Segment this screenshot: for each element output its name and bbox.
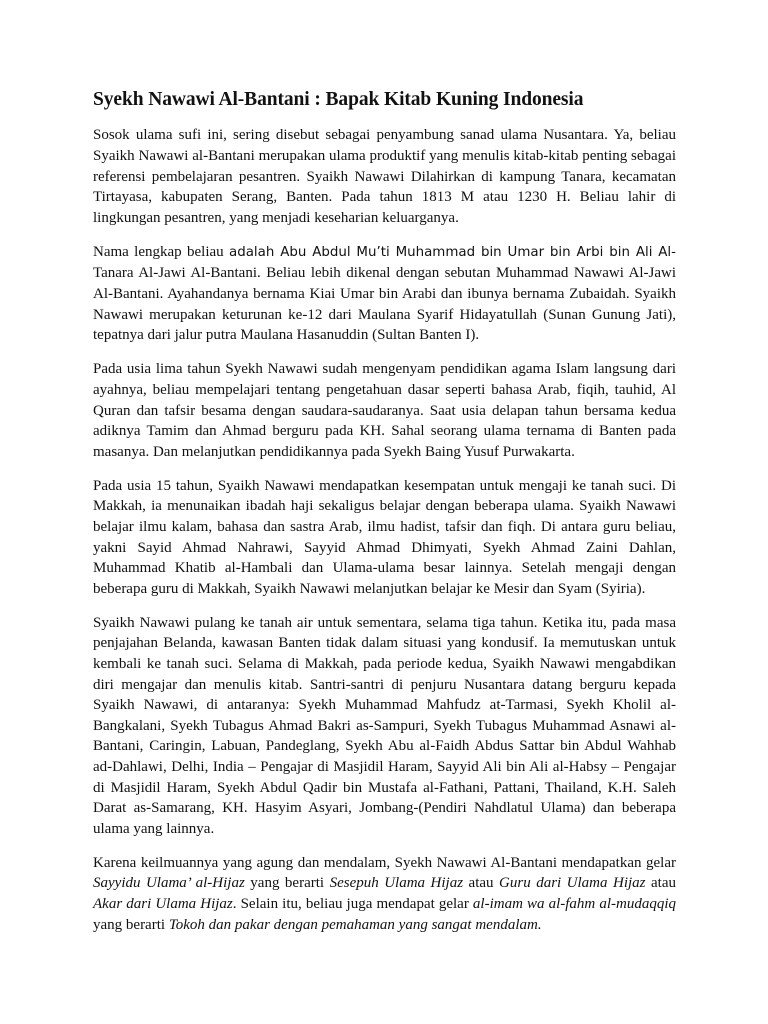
paragraph-2-full-name: adalah Abu Abdul Mu’ti Muhammad bin Umar bin Arbi bin Ali Al- [229,244,676,260]
paragraph-6-text-e: . Selain itu, beliau juga mendapat gelar [232,896,473,913]
meaning-guru: Guru dari Ulama Hijaz [499,875,646,892]
paragraph-2-body: Tanara Al-Jawi Al-Bantani. Beliau lebih dikenal dengan sebutan Muhammad Nawawi Al-Jawi Al-Bantani. Ayahandanya bernama Kiai Umar bin Arabi dan ibunya bernama Zubaidah. Syaikh Nawawi merupakan keturunan ke-12 dari Maulana Syarif Hidayatullah (Sunan Gunung Jati), tepatnya dari jalur putra Maulana Hasanuddin (Sultan Banten I). [93,265,676,344]
meaning-sesepuh: Sesepuh Ulama Hijaz [329,875,464,892]
paragraph-6-text-c: atau [463,875,500,892]
title-sayyidu-ulama: Sayyidu Ulama’ al-Hijaz [93,875,245,892]
paragraph-1: Sosok ulama sufi ini, sering disebut sebagai penyambung sanad ulama Nusantara. Ya, beliau Syaikh Nawawi al-Bantani merupakan ulama produktif yang menulis kitab-kitab penting sebagai referensi pembelajaran pesantren. Syaikh Nawawi Dilahirkan di kampung Tanara, kecamatan Tirtayasa, kabupaten Serang, Banten. Pada tahun 1813 M atau 1230 H. Beliau lahir di lingkungan pesantren, yang menjadi keseharian keluarganya. [93,127,676,226]
meaning-tokoh: Tokoh dan pakar dengan pemahaman yang sangat mendalam. [168,916,542,933]
paragraph-6 [93,853,676,935]
paragraph-2-intro: Nama lengkap beliau [93,243,230,260]
document-title: Syekh Nawawi Al-Bantani : Bapak Kitab Kuning Indonesia [93,89,584,110]
paragraph-5: Syaikh Nawawi pulang ke tanah air untuk sementara, selama tiga tahun. Ketika itu, pada masa penjajahan Belanda, kawasan Banten tidak dalam situasi yang kondusif. Ia memutuskan untuk kembali ke tanah suci. Selama di Makkah, pada periode kedua, Syaikh Nawawi mengabdikan diri mengajar dan menulis kitab. Santri-santri di penjuru Nusantara datang berguru kepada Syaikh Nawawi, di antaranya: Syekh Muhammad Mahfudz at-Tarmasi, Syekh Kholil al-Bangkalani, Syekh Tubagus Ahmad Bakri as-Sampuri, Syekh Tubagus Muhammad Asnawi al-Bantani, Caringin, Labuan, Pandeglang, Syekh Abu al-Faidh Abdus Sattar bin Abdul Wahhab ad-Dahlawi, Delhi, India – Pengajar di Masjidil Haram, Sayyid Ali bin Ali al-Habsy – Pengajar di Masjidil Haram, Syekh Abdul Qadir bin Mustafa al-Fathani, Pattani, Thailand, K.H. Saleh Darat as-Samarang, KH. Hasyim Asyari, Jombang-(Pendiri Nahdlatul Ulama) dan beberapa ulama yang lainnya. [93,614,676,837]
paragraph-3: Pada usia lima tahun Syekh Nawawi sudah mengenyam pendidikan agama Islam langsung dari ayahnya, beliau mempelajari tentang pengetahuan dasar seperti bahasa Arab, fiqih, tauhid, Al Quran dan tafsir besama dengan saudara-saudaranya. Saat usia delapan tahun bersama kedua adiknya Tamim dan Ahmad berguru pada KH. Sahal seorang ulama ternama di Banten pada masanya. Dan melanjutkan pendidikannya pada Syekh Baing Yusuf Purwakarta. [93,361,676,460]
paragraph-2 [93,242,676,346]
meaning-akar: Akar dari Ulama Hijaz [93,896,233,913]
paragraph-6-text-b: yang berarti [244,875,330,892]
paragraph-6-text-f: yang berarti [93,916,169,933]
paragraph-6-text-d: atau [645,875,676,892]
paragraph-4: Pada usia 15 tahun, Syaikh Nawawi mendapatkan kesempatan untuk mengaji ke tanah suci. Di Makkah, ia menunaikan ibadah haji sekaligus belajar dengan beberapa ulama. Syaikh Nawawi belajar ilmu kalam, bahasa dan sastra Arab, ilmu hadist, tafsir dan fiqh. Di antara guru beliau, yakni Sayid Ahmad Nahrawi, Sayyid Ahmad Dhimyati, Syekh Ahmad Zaini Dahlan, Muhammad Khatib al-Hambali dan Ulama-ulama besar lainnya. Setelah mengaji dengan beberapa guru di Makkah, Syaikh Nawawi melanjutkan belajar ke Mesir dan Syam (Syiria). [93,477,676,597]
title-al-imam: al-imam wa al-fahm al-mudaqqiq [472,896,676,913]
paragraph-6-text-a: Karena keilmuannya yang agung dan mendalam, Syekh Nawawi Al-Bantani mendapatkan gelar [93,854,676,871]
